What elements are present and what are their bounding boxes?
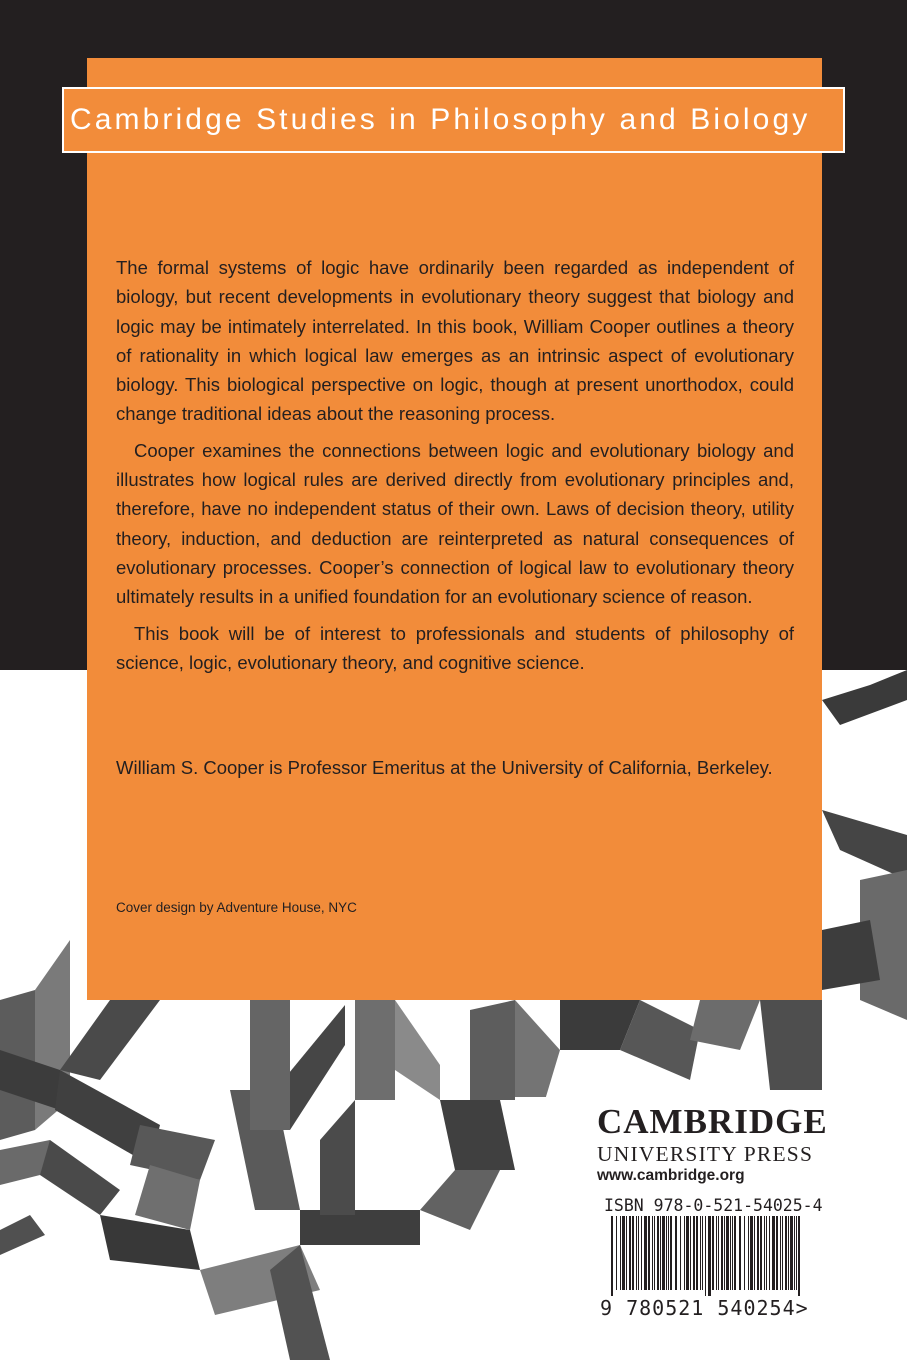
barcode-bar (638, 1216, 639, 1290)
hex-segment (690, 1000, 760, 1050)
barcode-bar (716, 1216, 717, 1290)
barcode-digits (600, 1296, 809, 1320)
barcode-bar (696, 1216, 698, 1290)
barcode-bar (648, 1216, 650, 1290)
barcode-bar (660, 1216, 661, 1290)
barcode-bar (718, 1216, 719, 1290)
hex-segment (822, 920, 880, 990)
barcode-bar (622, 1216, 625, 1290)
hex-segment (470, 1000, 515, 1100)
barcode-bar (675, 1216, 677, 1290)
barcode-bar (702, 1216, 703, 1290)
barcode-bar (772, 1216, 775, 1290)
barcode-bar (724, 1216, 725, 1290)
barcode-bar (788, 1216, 789, 1290)
barcode-bar (766, 1216, 767, 1290)
barcode-bar (721, 1216, 723, 1290)
barcode-bar (760, 1216, 762, 1290)
barcode-bar (616, 1216, 617, 1290)
isbn-label: ISBN 978-0-521-54025-4 (604, 1196, 823, 1215)
barcode-bar (732, 1216, 733, 1290)
barcode-bar (644, 1216, 647, 1290)
cover-design-credit: Cover design by Adventure House, NYC (116, 900, 357, 915)
barcode-bar (670, 1216, 672, 1290)
barcode-bar (790, 1216, 793, 1290)
barcode-bar (693, 1216, 695, 1290)
barcode-bar (652, 1216, 653, 1290)
barcode-bar (632, 1216, 634, 1290)
barcode-bar (734, 1216, 736, 1290)
barcode-trailer: > (795, 1296, 809, 1320)
publisher-url[interactable]: www.cambridge.org (597, 1167, 745, 1184)
hex-segment (0, 1215, 45, 1255)
description-paragraph: The formal systems of logic have ordinarily been regarded as independent of biology, but recent developments in evolutionary theory suggest that biology and logic may be intimately interrelated. In this book, William Cooper outlines a theory of rationality in which logical law emerges as an intrinsic aspect of evolutionary biology. This biological perspective on logic, though at present unorthodox, could change traditional ideas about the reasoning process. (116, 257, 794, 425)
hex-segment (440, 1100, 515, 1170)
barcode-bar (780, 1216, 781, 1290)
barcode-bar (684, 1216, 685, 1290)
barcode-bar (764, 1216, 765, 1290)
book-description (116, 253, 794, 677)
hex-segment (395, 1000, 440, 1100)
barcode-bar (668, 1216, 669, 1290)
barcode-bar (666, 1216, 667, 1290)
barcode-bar (754, 1216, 755, 1290)
hex-segment (355, 1000, 395, 1100)
barcode-bar (757, 1216, 759, 1290)
hex-segment (250, 1000, 290, 1130)
barcode-bar (739, 1216, 741, 1290)
barcode-bar (730, 1216, 731, 1290)
hex-segment (300, 1210, 420, 1245)
barcode-bar (794, 1216, 795, 1290)
barcode-bar (686, 1216, 689, 1290)
barcode-bar (700, 1216, 701, 1290)
barcode-bar (750, 1216, 753, 1290)
author-bio: William S. Cooper is Professor Emeritus at the University of California, Berkeley. (116, 757, 773, 778)
barcode-bar (626, 1216, 627, 1290)
hex-segment (822, 670, 907, 725)
barcode-bar (680, 1216, 681, 1290)
barcode-bar (636, 1216, 637, 1290)
barcode-bar (654, 1216, 655, 1290)
barcode-bar (690, 1216, 691, 1290)
description-paragraph: This book will be of interest to professionals and students of philosophy of science, logic, evolutionary theory, and cognitive science. (116, 622, 794, 673)
barcode-bar (629, 1216, 631, 1290)
barcode-bar (776, 1216, 778, 1290)
barcode (611, 1216, 805, 1296)
barcode-bar (611, 1216, 613, 1296)
barcode-bar (712, 1216, 714, 1290)
hex-segment (40, 1140, 120, 1215)
barcode-bar (662, 1216, 665, 1290)
publisher-subname: UNIVERSITY PRESS (597, 1142, 814, 1166)
barcode-bar (798, 1216, 800, 1296)
publisher-name: CAMBRIDGE (597, 1102, 828, 1141)
barcode-bar (726, 1216, 729, 1290)
hex-segment (760, 1000, 822, 1090)
barcode-number: 9 780521 540254 (600, 1296, 796, 1320)
hex-segment (420, 1170, 500, 1230)
barcode-bar (705, 1216, 706, 1296)
barcode-bar (782, 1216, 783, 1290)
barcode-bar (641, 1216, 642, 1290)
barcode-bar (785, 1216, 787, 1290)
barcode-bar (769, 1216, 770, 1290)
hex-segment (515, 1000, 560, 1100)
barcode-bar (748, 1216, 749, 1290)
barcode-bar (708, 1216, 711, 1296)
barcode-bar (657, 1216, 659, 1290)
hex-segment (320, 1100, 355, 1215)
hex-segment (60, 1000, 160, 1080)
series-title: Cambridge Studies in Philosophy and Biology (62, 87, 845, 153)
hex-segment (822, 810, 907, 880)
barcode-bar (796, 1216, 797, 1290)
description-paragraph: Cooper examines the connections between logic and evolutionary biology and illustrates how logical rules are derived directly from evolutionary principles and, therefore, have no independent status of their own. Laws of decision theory, utility theory, induction, and deduction are reinterpreted as natural consequences of evolutionary processes. Cooper’s connection of logical law to evolutionary theory ultimately results in a unified foundation for an evolutionary science of reason. (116, 439, 794, 608)
barcode-bar (620, 1216, 621, 1290)
barcode-bar (744, 1216, 745, 1290)
